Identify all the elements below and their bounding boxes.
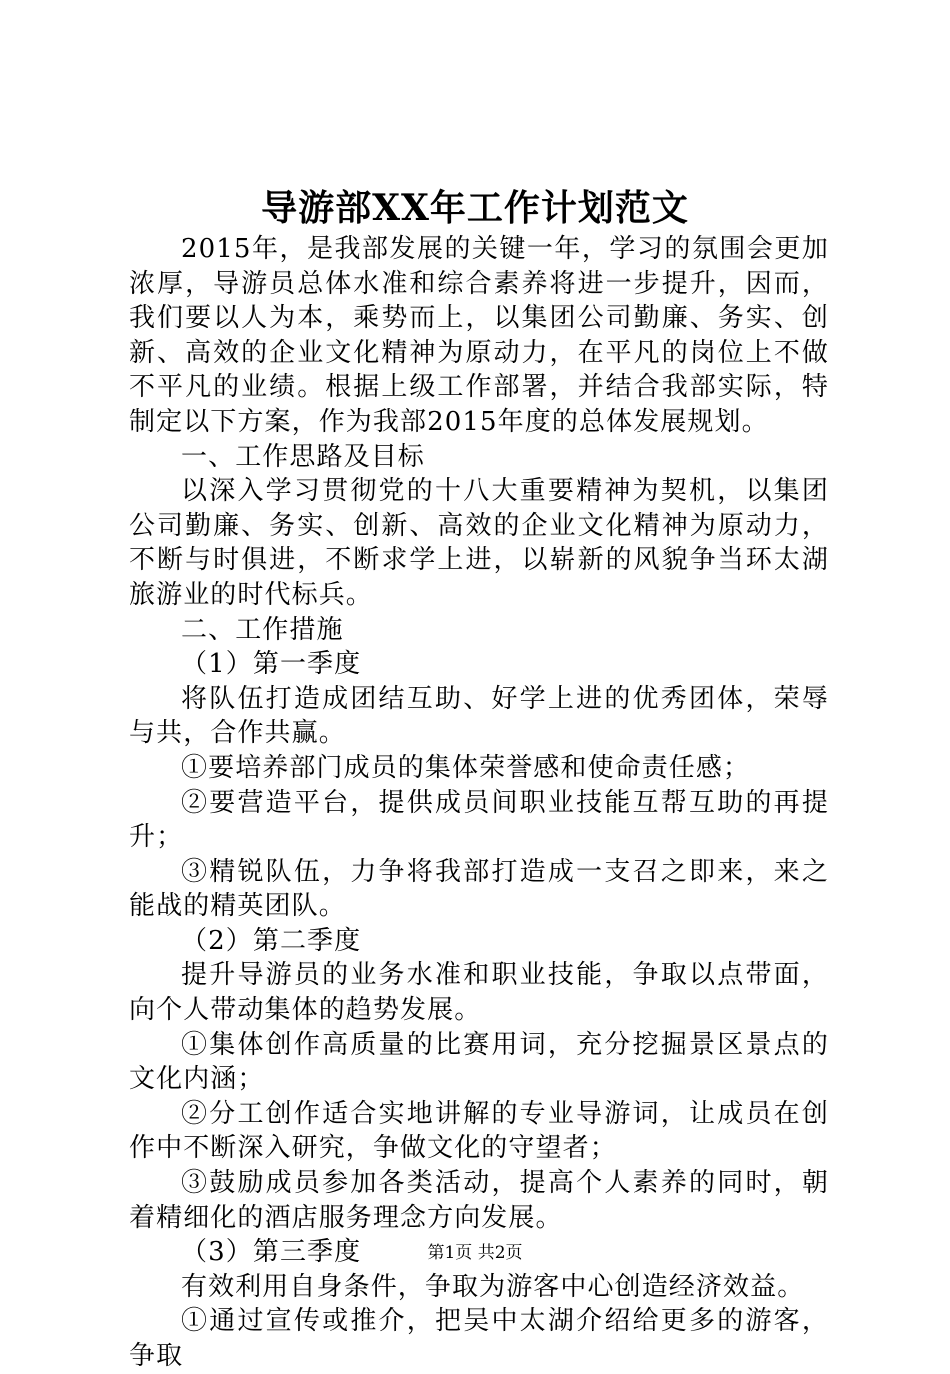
subheading-q3: （3）第三季度 bbox=[181, 1237, 362, 1268]
section-heading-measures: 二、工作措施 bbox=[181, 614, 344, 645]
section-heading-goals: 一、工作思路及目标 bbox=[181, 441, 425, 472]
page-number-footer: 第1页 共2页 bbox=[427, 1243, 523, 1263]
document-title: 导游部XX年工作计划范文 bbox=[261, 187, 689, 229]
document-body bbox=[129, 232, 829, 1374]
paragraph-intro: 2015年，是我部发展的关键一年，学习的氛围会更加浓厚，导游员总体水准和综合素养将进一步提升，因而，我们要以人为本，乘势而上，以集团公司勤廉、务实、创新、高效的企业文化精神为原动力，在平凡的岗位上不做不平凡的业绩。根据上级工作部署，并结合我部实际，特制定以下方案，作为我部2015年度的总体发展规划。 bbox=[129, 234, 829, 437]
paragraph-q2: 提升导游员的业务水准和职业技能，争取以点带面，向个人带动集体的趋势发展。 bbox=[129, 960, 829, 1026]
list-item-q2-3: ③鼓励成员参加各类活动，提高个人素养的同时，朝着精细化的酒店服务理念方向发展。 bbox=[129, 1168, 829, 1233]
list-item-q3-1: ①通过宣传或推介，把吴中太湖介绍给更多的游客，争取 bbox=[129, 1306, 829, 1371]
paragraph-q1: 将队伍打造成团结互助、好学上进的优秀团体，荣辱与共，合作共赢。 bbox=[129, 683, 829, 749]
list-item-q2-1: ①集体创作高质量的比赛用词，充分挖掘景区景点的文化内涵； bbox=[129, 1029, 829, 1095]
subheading-q2: （2）第二季度 bbox=[181, 925, 362, 956]
list-item-q2-2: ②分工创作适合实地讲解的专业导游词，让成员在创作中不断深入研究，争做文化的守望者； bbox=[129, 1098, 829, 1164]
list-item-q1-3: ③精锐队伍，力争将我部打造成一支召之即来，来之能战的精英团队。 bbox=[129, 856, 829, 922]
paragraph-q3: 有效利用自身条件，争取为游客中心创造经济效益。 bbox=[181, 1271, 805, 1302]
list-item-q1-1: ①要培养部门成员的集体荣誉感和使命责任感； bbox=[181, 752, 751, 783]
list-item-q1-2: ②要营造平台，提供成员间职业技能互帮互助的再提升； bbox=[129, 787, 829, 853]
subheading-q1: （1）第一季度 bbox=[181, 649, 362, 680]
paragraph-goals: 以深入学习贯彻党的十八大重要精神为契机，以集团公司勤廉、务实、创新、高效的企业文化精神为原动力，不断与时俱进，不断求学上进，以崭新的风貌争当环太湖旅游业的时代标兵。 bbox=[129, 476, 829, 610]
